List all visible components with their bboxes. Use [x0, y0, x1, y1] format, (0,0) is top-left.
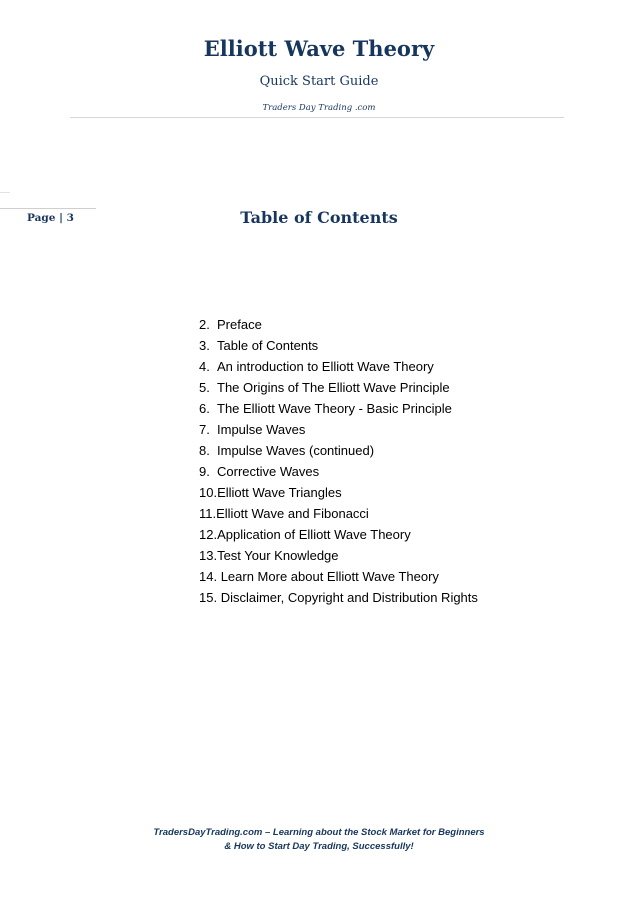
toc-item[interactable] [199, 545, 478, 566]
toc-heading [0, 208, 638, 227]
toc-item[interactable] [199, 356, 478, 377]
toc-item-label: Application of Elliott Wave Theory [217, 527, 411, 542]
document-title: Elliott Wave Theory [203, 36, 435, 61]
footer-line-1: TradersDayTrading.com – Learning about the Stock Market for Beginners [153, 827, 485, 838]
toc-item-label: Elliott Wave and Fibonacci [216, 506, 369, 521]
toc-item-label: Learn More about Elliott Wave Theory [217, 569, 439, 584]
toc-item[interactable] [199, 440, 478, 461]
page-number-label: Page | 3 [27, 212, 74, 224]
toc-item[interactable] [199, 587, 478, 608]
toc-item-label: Table of Contents [217, 338, 319, 353]
toc-item[interactable] [199, 314, 478, 335]
toc-item-label: Corrective Waves [217, 464, 320, 479]
toc-item-number: 10. [199, 485, 218, 500]
toc-item[interactable] [199, 524, 478, 545]
toc-item-number: 11. [199, 506, 217, 521]
toc-item[interactable] [199, 566, 478, 587]
toc-item[interactable] [199, 335, 478, 356]
toc-item[interactable] [199, 461, 478, 482]
toc-item-label: Elliott Wave Triangles [217, 485, 342, 500]
document-subtitle: Quick Start Guide [259, 74, 379, 89]
toc-item-label: Disclaimer, Copyright and Distribution Rights [217, 590, 478, 605]
toc-item-number: 14. [199, 569, 218, 584]
toc-item-number: 15. [199, 590, 218, 605]
toc-heading-text: Table of Contents [240, 208, 398, 227]
toc-item-number: 4. [199, 359, 210, 374]
toc-item[interactable] [199, 377, 478, 398]
toc-item[interactable] [199, 398, 478, 419]
toc-item-label: Impulse Waves [217, 422, 306, 437]
header-site-name: Traders Day Trading .com [262, 103, 376, 113]
toc-item[interactable] [199, 482, 478, 503]
toc-item-number: 3. [199, 338, 210, 353]
toc-item-label: An introduction to Elliott Wave Theory [217, 359, 434, 374]
toc-item-number: 6. [199, 401, 210, 416]
toc-item-label: The Origins of The Elliott Wave Principle [217, 380, 450, 395]
toc-item-number: 13. [199, 548, 218, 563]
page-footer [0, 826, 638, 854]
toc-item-number: 8. [199, 443, 210, 458]
toc-item-number: 7. [199, 422, 210, 437]
toc-item[interactable] [199, 503, 478, 524]
toc-item-number: 12. [199, 527, 218, 542]
toc-item-label: The Elliott Wave Theory - Basic Principle [217, 401, 452, 416]
toc-item-number: 2. [199, 317, 210, 332]
toc-item-number: 5. [199, 380, 210, 395]
toc-item-label: Impulse Waves (continued) [217, 443, 375, 458]
toc-item-number: 9. [199, 464, 210, 479]
footer-line-2: & How to Start Day Trading, Successfully! [224, 841, 414, 852]
toc-item-label: Test Your Knowledge [217, 548, 339, 563]
margin-rule-short [0, 192, 10, 193]
toc-item-label: Preface [217, 317, 262, 332]
toc-item[interactable] [199, 419, 478, 440]
toc-list [199, 314, 478, 608]
header-divider [70, 117, 564, 118]
